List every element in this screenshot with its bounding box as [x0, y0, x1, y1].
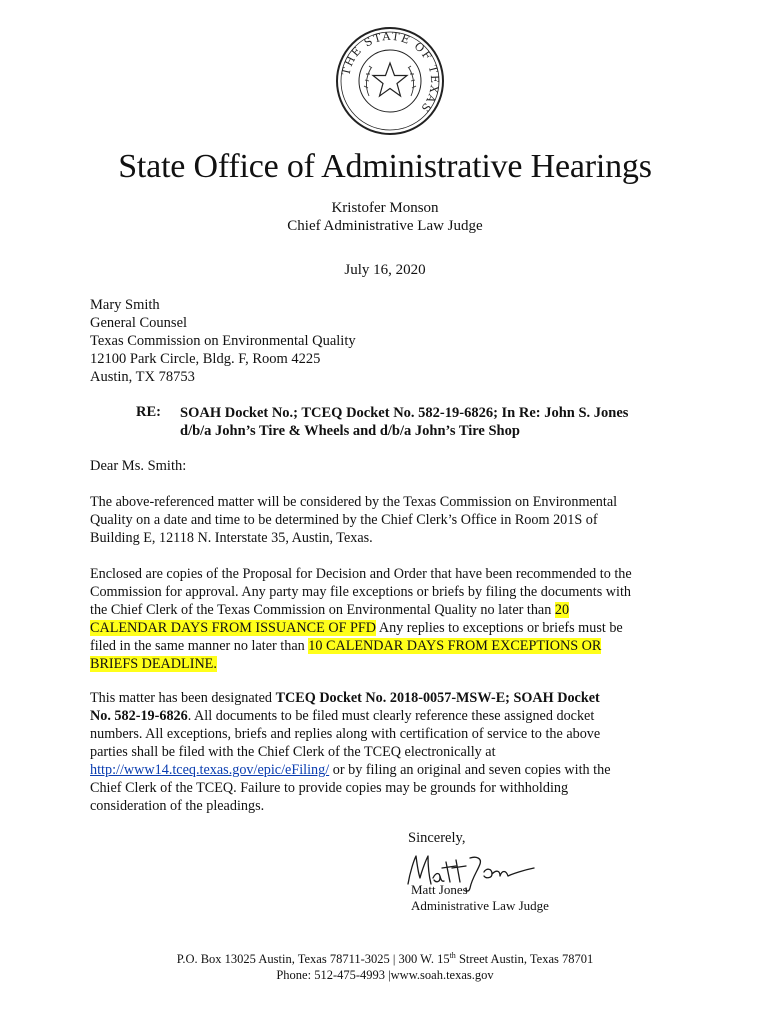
paragraph-line [90, 637, 690, 655]
footer-address [0, 948, 770, 967]
salutation: Dear Ms. Smith: [90, 458, 187, 474]
text-span: Street Austin, Texas 78701 [455, 952, 594, 967]
signer-block [411, 882, 549, 914]
docket-number: TCEQ Docket No. 2018-0057-MSW-E; SOAH Docket [275, 690, 600, 706]
chief-judge-name: Kristofer Monson [331, 200, 439, 216]
text-span: Any replies to exceptions or briefs must be [376, 620, 623, 636]
docket-number: No. 582-19-6826 [90, 708, 188, 724]
paragraph-line: Quality on a date and time to be determined by the Chief Clerk’s Office in Room 201S of [90, 512, 598, 528]
footer-contact: Phone: 512-475-4993 |www.soah.texas.gov [276, 968, 494, 983]
text-span: filed in the same manner no later than [90, 638, 309, 654]
paragraph-filing-instructions [90, 689, 690, 815]
paragraph-line [90, 707, 690, 725]
closing: Sincerely, [408, 830, 466, 846]
signer-title: Administrative Law Judge [411, 898, 549, 913]
texas-seal-icon [335, 26, 445, 136]
paragraph-exceptions-deadline [90, 565, 690, 673]
subject-label: RE: [136, 404, 161, 420]
recipient-line: Mary Smith [90, 297, 160, 313]
subject-line-1: SOAH Docket No.; TCEQ Docket No. 582-19-6826; In Re: John S. Jones [180, 405, 629, 421]
paragraph-line [90, 619, 690, 637]
footer [0, 948, 770, 983]
paragraph-line: Chief Clerk of the TCEQ. Failure to provide copies may be grounds for withholding [90, 780, 569, 796]
paragraph-line: consideration of the pleadings. [90, 798, 265, 814]
recipient-line: General Counsel [90, 315, 188, 331]
letter-date: July 16, 2020 [344, 262, 426, 278]
subject-line-2: d/b/a John’s Tire & Wheels and d/b/a John’s Tire Shop [180, 423, 520, 439]
paragraph-line [90, 655, 690, 673]
recipient-line: Texas Commission on Environmental Quality [90, 333, 356, 349]
efiling-link[interactable]: http://www14.tceq.texas.gov/epic/eFiling/ [90, 762, 330, 778]
paragraph-line: Building E, 12118 N. Interstate 35, Austin, Texas. [90, 530, 373, 546]
paragraph-hearing-notice [90, 493, 690, 547]
text-span: P.O. Box 13025 Austin, Texas 78711-3025 | 300 W. 15 [176, 952, 450, 967]
signer-name: Matt Jones [411, 882, 468, 897]
highlighted-deadline: 20 [554, 602, 570, 618]
chief-judge-title: Chief Administrative Law Judge [287, 218, 483, 234]
office-title: State Office of Administrative Hearings [118, 148, 652, 185]
text-span: or by filing an original and seven copies with the [329, 762, 611, 778]
recipient-line: Austin, TX 78753 [90, 369, 195, 385]
paragraph-line [90, 601, 690, 619]
highlighted-deadline: CALENDAR DAYS FROM ISSUANCE OF PFD [90, 620, 377, 636]
paragraph-line: Commission for approval. Any party may file exceptions or briefs by filing the documents with [90, 584, 631, 600]
paragraph-line: parties shall be filed with the Chief Clerk of the TCEQ electronically at [90, 744, 496, 760]
highlighted-deadline: BRIEFS DEADLINE. [90, 656, 217, 672]
svg-text:THE STATE OF TEXAS: THE STATE OF TEXAS [339, 29, 442, 116]
text-span: . All documents to be filed must clearly reference these assigned docket [187, 708, 595, 724]
highlighted-deadline: 10 CALENDAR DAYS FROM EXCEPTIONS OR [308, 638, 602, 654]
text-span: This matter has been designated [90, 690, 276, 706]
paragraph-line [90, 689, 690, 707]
paragraph-line: numbers. All exceptions, briefs and replies along with certification of service to the above [90, 726, 601, 742]
paragraph-line [90, 761, 690, 779]
paragraph-line: The above-referenced matter will be considered by the Texas Commission on Environmental [90, 494, 618, 510]
text-span: the Chief Clerk of the Texas Commission on Environmental Quality no later than [90, 602, 555, 618]
recipient-address [90, 296, 356, 386]
subject-line [180, 404, 660, 440]
ordinal-suffix: th [449, 951, 456, 960]
recipient-line: 12100 Park Circle, Bldg. F, Room 4225 [90, 351, 321, 367]
paragraph-line: Enclosed are copies of the Proposal for Decision and Order that have been recommended to the [90, 566, 632, 582]
